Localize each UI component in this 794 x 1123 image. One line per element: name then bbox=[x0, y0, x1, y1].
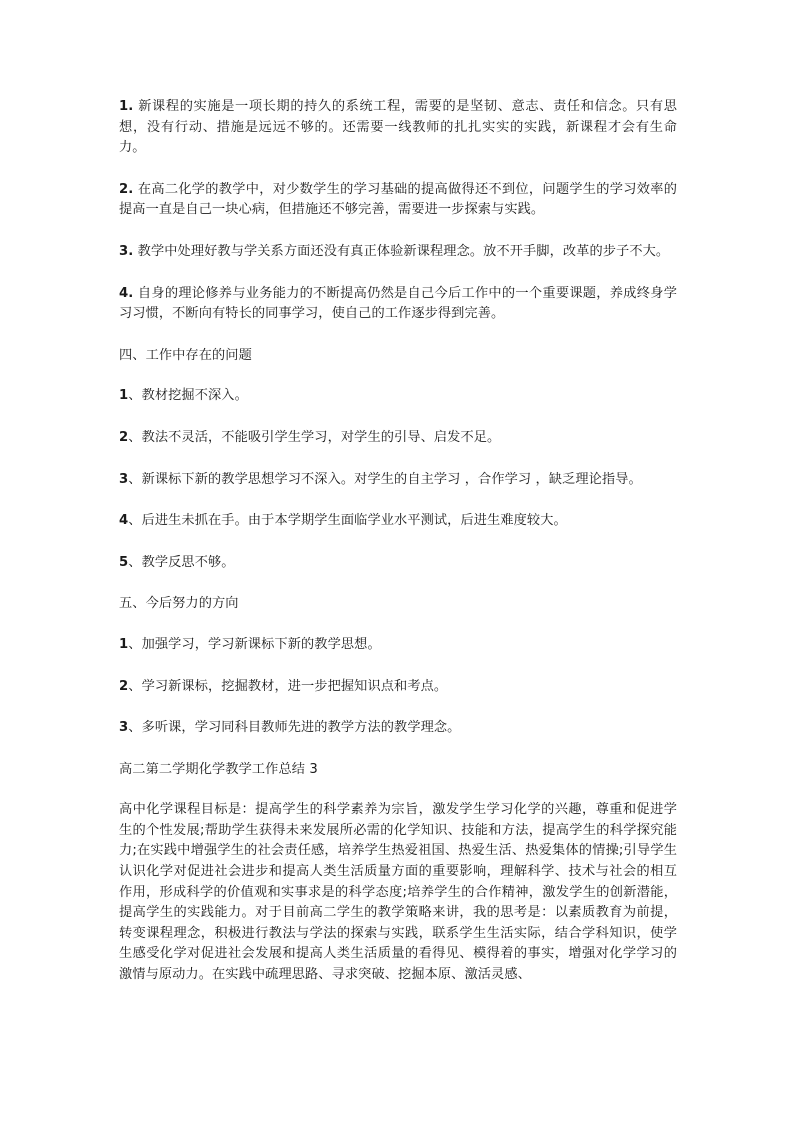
list-item bbox=[119, 718, 677, 739]
article-title bbox=[119, 760, 677, 781]
list-item bbox=[119, 511, 677, 532]
section-heading-problems bbox=[119, 346, 677, 367]
list-item bbox=[119, 428, 677, 449]
list-item-text: 、教学反思不够。 bbox=[128, 554, 235, 570]
item-number: 5 bbox=[119, 554, 129, 570]
list-item bbox=[119, 553, 677, 574]
paragraph-4 bbox=[119, 284, 677, 325]
item-number: 4 bbox=[119, 513, 129, 529]
list-item-text: 、多听课，学习同科目教师先进的教学方法的教学理念。 bbox=[128, 720, 461, 736]
item-number: 2. bbox=[119, 181, 134, 197]
list-item bbox=[119, 635, 677, 656]
list-item bbox=[119, 386, 677, 407]
paragraph-1 bbox=[119, 97, 677, 159]
item-number: 2 bbox=[119, 429, 129, 445]
paragraph-text: 高中化学课程目标是：提高学生的科学素养为宗旨，激发学生学习化学的兴趣，尊重和促进学生的个性发展;帮助学生获得未来发展所必需的化学知识、技能和方法，提高学生的科学探究能力;在实践中增强学生的社会责任感，培养学生热爱祖国、热爱生活、热爱集体的情操;引导学生认识化学对促进社会进步和提高人类生活质量方面的重要影响，理解科学、技术与社会的相互作用，形成科学的价值观和实事求是的科学态度;培养学生的合作精神，激发学生的创新潜能，提高学生的实践能力。对于目前高二学生的教学策略来讲，我的思考是：以素质教育为前提，转变课程理念，积极进行教法与学法的探索与实践，联系学生生活实际，结合学科知识，使学生感受化学对促进社会发展和提高人类生活质量的看得见、模得着的事实，增强对化学学习的激情与原动力。在实践中疏理思路、寻求突破、挖掘本原、激活灵感、 bbox=[119, 802, 677, 983]
list-item-text: 、教材挖掘不深入。 bbox=[128, 388, 248, 404]
list-item-text: 、后进生未抓在手。由于本学期学生面临学业水平测试，后进生难度较大。 bbox=[128, 513, 567, 529]
list-item-text: 、新课标下新的教学思想学习不深入。对学生的自主学习 ，合作学习 ，缺乏理论指导。 bbox=[128, 471, 642, 487]
heading-text: 五、今后努力的方向 bbox=[119, 596, 239, 612]
item-number: 3 bbox=[119, 720, 129, 736]
item-number: 3. bbox=[119, 243, 134, 259]
list-item bbox=[119, 677, 677, 698]
item-number: 1. bbox=[119, 99, 134, 114]
document-body bbox=[119, 97, 677, 1007]
paragraph-2 bbox=[119, 180, 677, 221]
body-paragraph bbox=[119, 800, 677, 985]
list-item-text: 、教法不灵活，不能吸引学生学习，对学生的引导、启发不足。 bbox=[128, 429, 501, 445]
item-number: 4. bbox=[119, 285, 134, 301]
item-number: 3 bbox=[119, 471, 129, 487]
list-item-text: 、学习新课标，挖掘教材，进一步把握知识点和考点。 bbox=[128, 678, 448, 694]
paragraph-text: 自身的理论修养与业务能力的不断提高仍然是自己今后工作中的一个重要课题，养成终身学习习惯，不断向有特长的同事学习，使自己的工作逐步得到完善。 bbox=[119, 285, 677, 322]
title-text: 高二第二学期化学教学工作总结 3 bbox=[119, 761, 318, 777]
paragraph-text: 新课程的实施是一项长期的持久的系统工程，需要的是坚韧、意志、责任和信念。只有思想，没有行动、措施是远远不够的。还需要一线教师的扎扎实实的实践，新课程才会有生命力。 bbox=[119, 99, 677, 156]
item-number: 1 bbox=[119, 636, 129, 652]
paragraph-3 bbox=[119, 242, 677, 263]
paragraph-text: 教学中处理好教与学关系方面还没有真正体验新课程理念。放不开手脚，改革的步子不大。 bbox=[133, 243, 670, 259]
heading-text: 四、工作中存在的问题 bbox=[119, 347, 252, 363]
item-number: 2 bbox=[119, 678, 129, 694]
list-item bbox=[119, 470, 677, 491]
list-item-text: 、加强学习，学习新课标下新的教学思想。 bbox=[128, 636, 381, 652]
item-number: 1 bbox=[119, 388, 129, 404]
paragraph-text: 在高二化学的教学中，对少数学生的学习基础的提高做得还不到位，问题学生的学习效率的提高一直是自己一块心病，但措施还不够完善，需要进一步探索与实践。 bbox=[119, 181, 677, 218]
section-heading-directions bbox=[119, 594, 677, 615]
